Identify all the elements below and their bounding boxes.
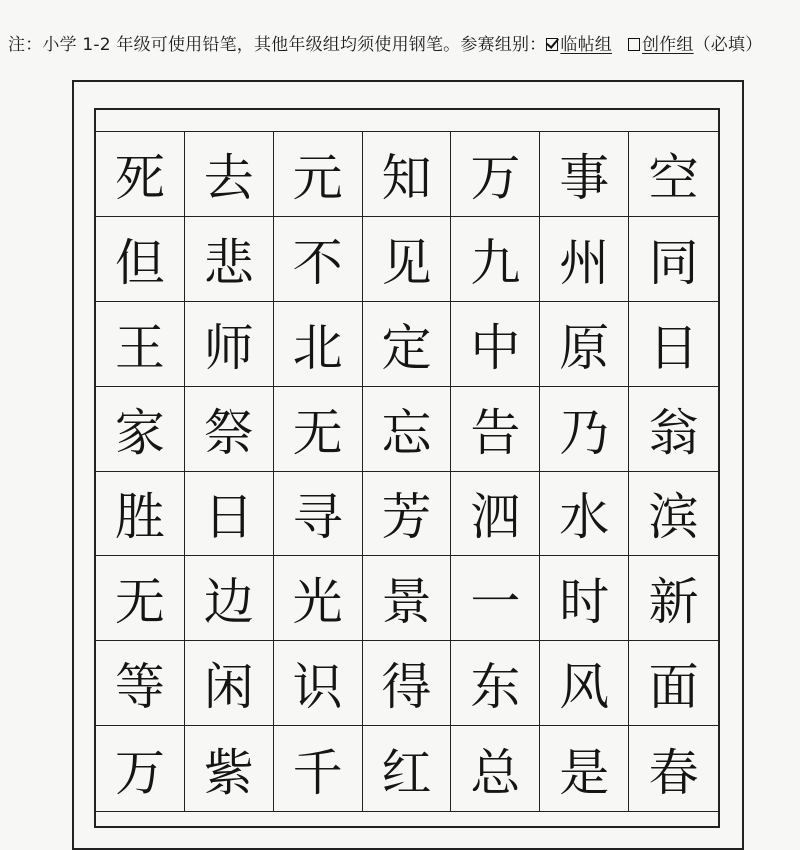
grid-cell: 紫 [185,726,274,811]
grid-cell: 死 [96,132,185,217]
grid-cell: 家 [96,387,185,472]
grid-cell: 知 [363,132,452,217]
grid-cell: 去 [185,132,274,217]
grid-cell: 风 [540,641,629,726]
grid-cell: 等 [96,641,185,726]
grid-cell: 乃 [540,387,629,472]
grid-cell: 不 [274,217,363,302]
grid-cell: 空 [629,132,718,217]
grid-cell: 一 [451,556,540,641]
grid-cell: 闲 [185,641,274,726]
grid-cell: 州 [540,217,629,302]
grid-cell: 芳 [363,472,452,557]
grid-cell: 边 [185,556,274,641]
grid-cell: 悲 [185,217,274,302]
grid-cell: 告 [451,387,540,472]
grid-cell: 面 [629,641,718,726]
grid-cell: 日 [629,302,718,387]
grid-cell: 祭 [185,387,274,472]
grid-cell: 原 [540,302,629,387]
grid-cell: 万 [451,132,540,217]
grid-cell: 翁 [629,387,718,472]
grid-cell: 景 [363,556,452,641]
grid-cell: 水 [540,472,629,557]
grid-cell: 定 [363,302,452,387]
instruction-text: 注：小学 1-2 年级可使用铅笔，其他年级组均须使用钢笔。参赛组别： [8,35,547,55]
grid-cell: 同 [629,217,718,302]
group-option-linti[interactable] [546,35,612,55]
grid-cell: 寻 [274,472,363,557]
grid-cell: 事 [540,132,629,217]
grid-cell: 得 [363,641,452,726]
grid-cell: 春 [648,743,699,802]
required-suffix: （必填） [693,35,763,55]
grid-cell: 日 [185,472,274,557]
grid-cell: 万 [96,726,185,811]
group-option-label: 临帖组 [560,35,612,55]
grid-cell: 泗 [451,472,540,557]
empty-checkbox-icon[interactable] [628,38,640,51]
group-option-label: 创作组 [641,35,694,55]
group-option-chuangzuo[interactable] [628,35,694,55]
grid-cell: 是 [540,726,629,811]
grid-cell: 无 [96,556,185,641]
grid-cell: 北 [274,302,363,387]
entry-instructions [8,30,762,55]
grid-cell: 时 [540,556,629,641]
grid-cell: 忘 [363,387,452,472]
grid-cell: 新 [629,556,718,641]
grid-cell: 总 [451,726,540,811]
grid-cell: 元 [274,132,363,217]
grid-cell: 但 [96,217,185,302]
grid-cell: 识 [274,641,363,726]
grid-cell: 无 [274,387,363,472]
checked-checkbox-icon[interactable] [546,38,558,51]
grid-cell: 胜 [96,472,185,557]
grid-cell: 滨 [629,472,718,557]
character-grid [96,132,718,812]
grid-cell: 千 [274,726,363,811]
grid-cell: 中 [451,302,540,387]
grid-cell: 王 [96,302,185,387]
header-strip [96,110,718,132]
footer-strip [96,812,718,826]
grid-cell: 见 [363,217,452,302]
grid-cell: 师 [185,302,274,387]
grid-cell: 光 [274,556,363,641]
grid-cell: 九 [451,217,540,302]
grid-cell: 东 [451,641,540,726]
grid-cell: 红 [363,726,452,811]
